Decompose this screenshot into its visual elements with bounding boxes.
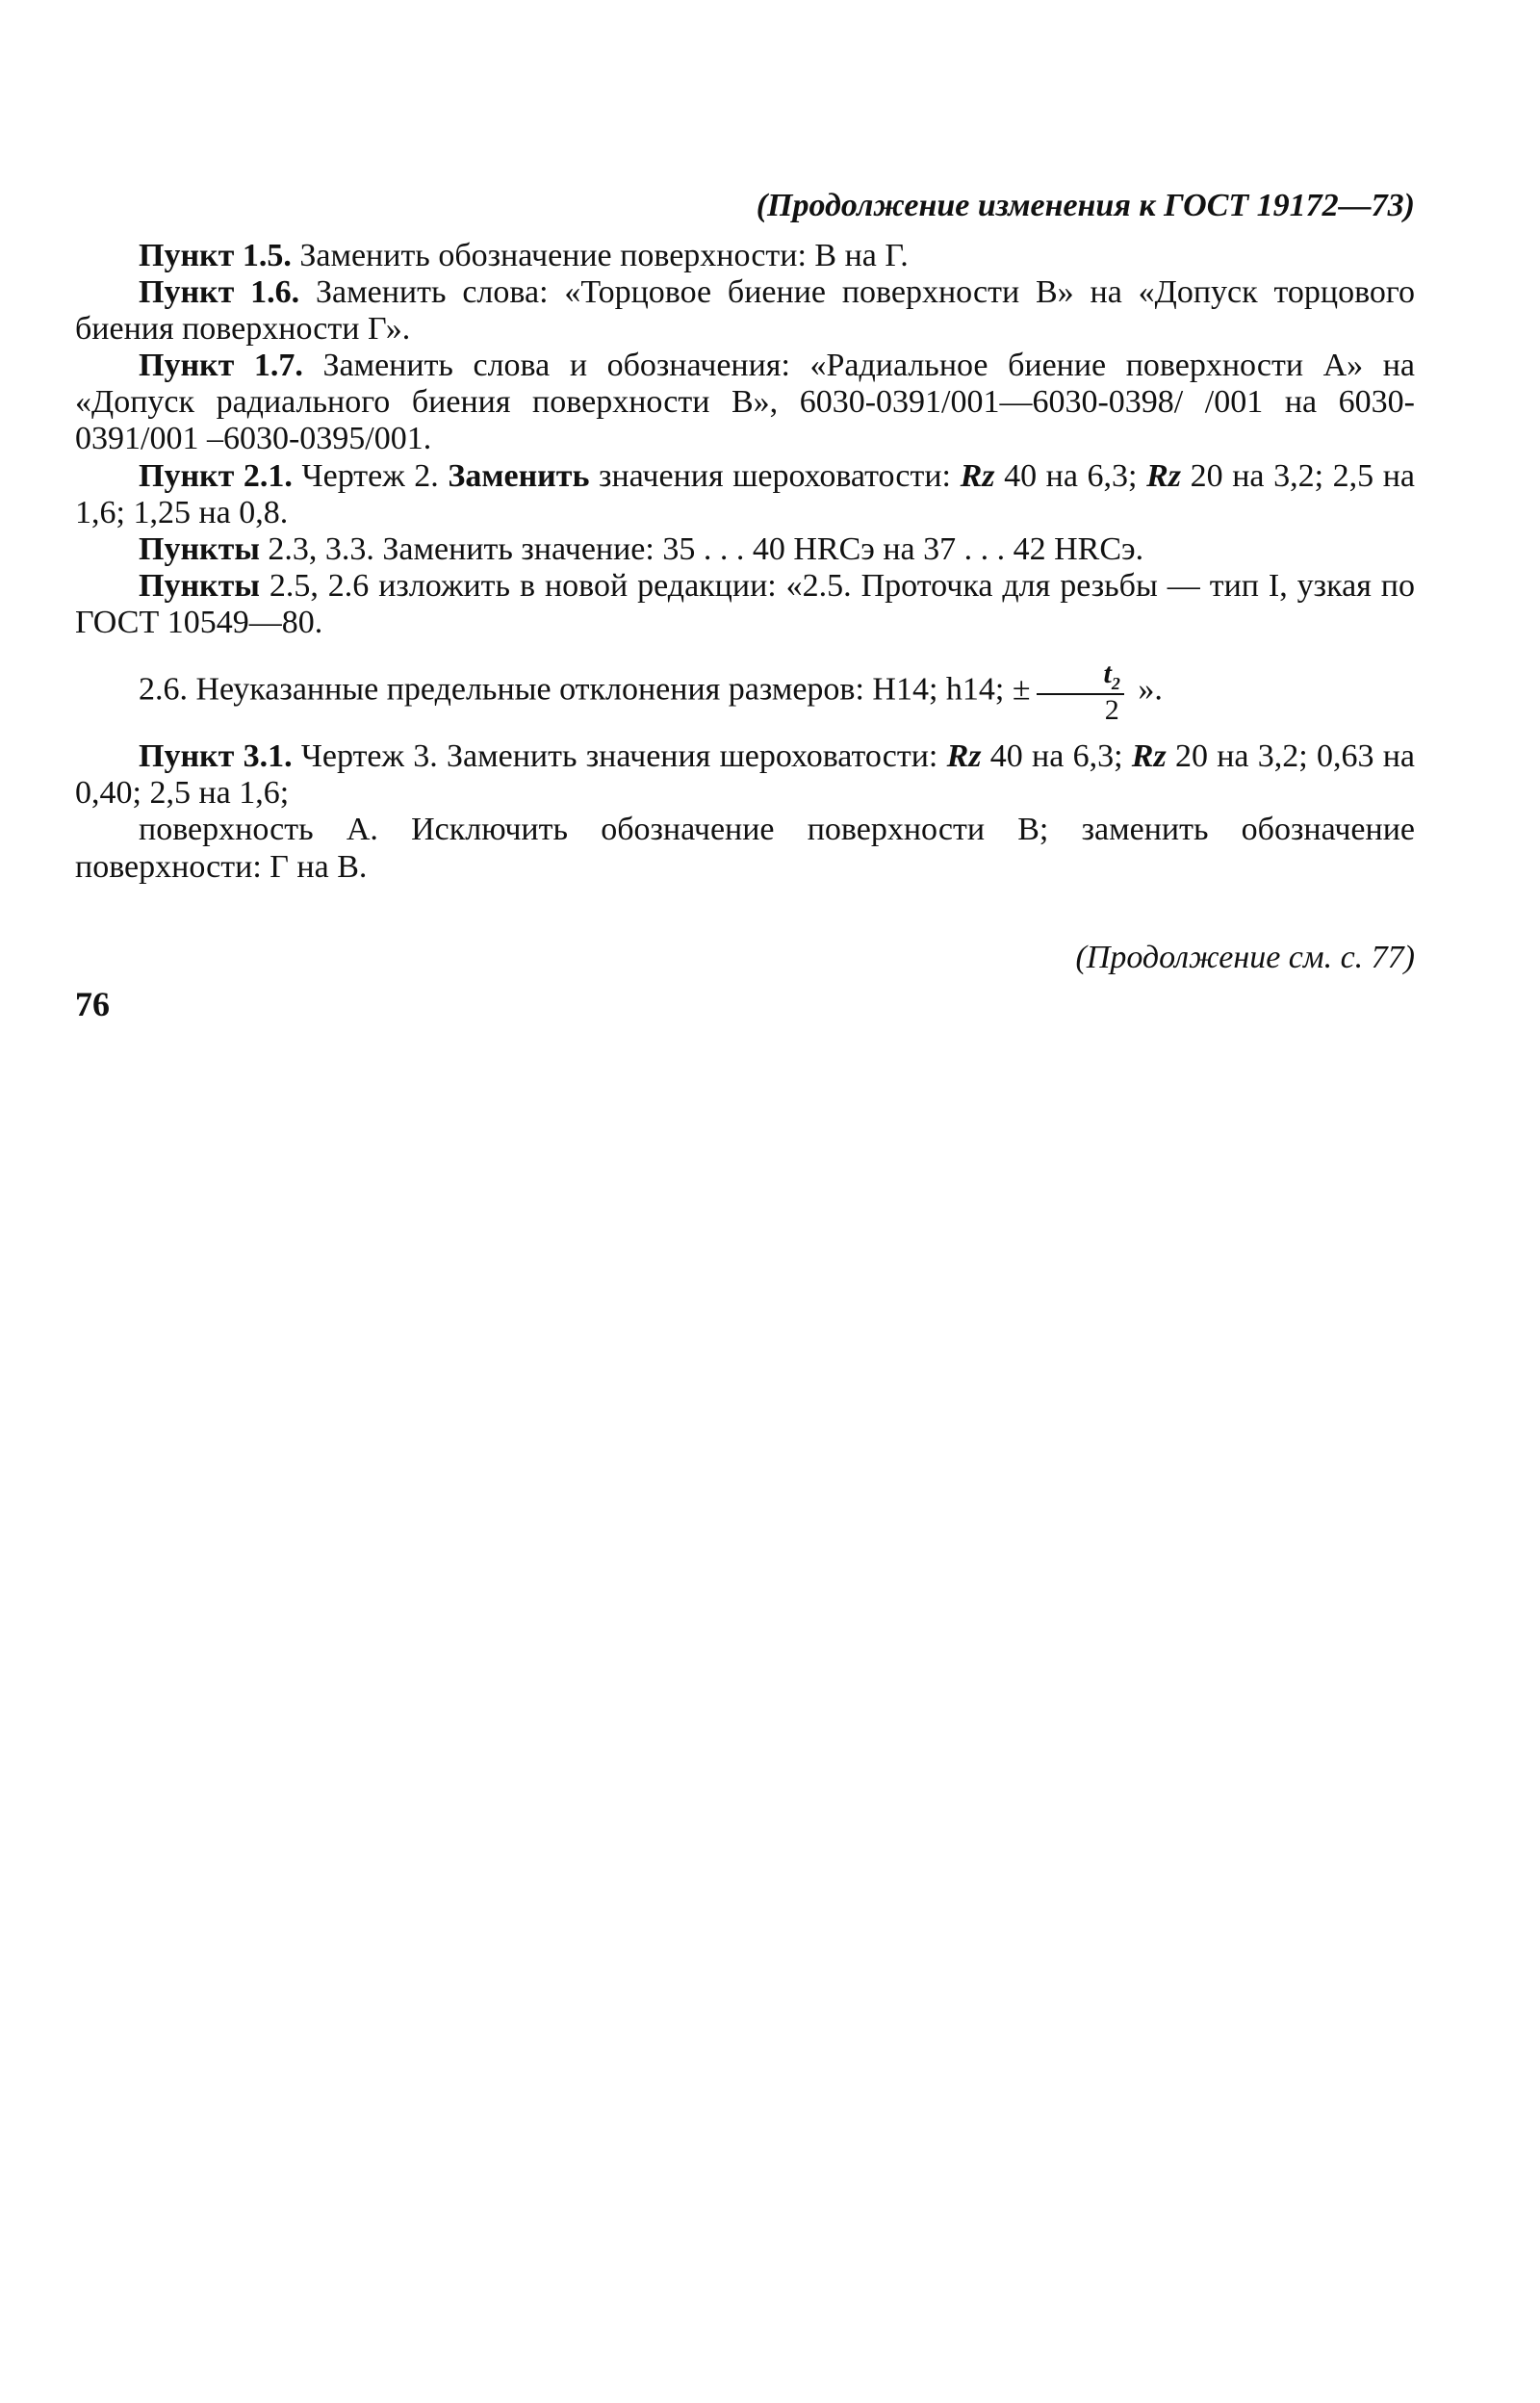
- item-lead: Пункт 3.1.: [139, 738, 293, 775]
- fraction-denominator: 2: [1104, 693, 1119, 726]
- item-text: 2.3, 3.3. Заменить значение: 35 . . . 40 HRCэ на 37 . . . 42 HRCэ.: [259, 530, 1144, 567]
- item-lead: Пункты: [139, 567, 260, 604]
- document-page: [75, 188, 1415, 976]
- item-text: Заменить слова и обозначения: «Радиальное биение поверхности А» на «Допуск радиального биения поверхности В», 6030-0391/001—6030-0398/ /001 на 6030-0391/001 –6030-0395/001.: [75, 348, 1415, 457]
- fraction: [1037, 659, 1124, 725]
- item-text: 2.5, 2.6 изложить в новой редакции: «2.5. Проточка для резьбы — тип I, узкая по ГОСТ 10549—80.: [75, 567, 1415, 640]
- paragraph-item-2-1: [75, 458, 1415, 531]
- item-lead: Пункт 1.7.: [139, 348, 303, 384]
- item-text: 2.6. Неуказанные предельные отклонения размеров: H14; h14; ±: [139, 671, 1031, 708]
- item-text: значения шероховатости:: [589, 457, 961, 494]
- item-lead: Пункт 1.5.: [139, 238, 292, 274]
- paragraph-surface: [75, 812, 1415, 885]
- paragraph-item-1-7: [75, 348, 1415, 457]
- paragraph-item-3-1: [75, 738, 1415, 812]
- roughness-symbol: Rz: [1131, 738, 1167, 775]
- item-lead: Пункт 2.1.: [139, 457, 293, 494]
- item-lead: Пункты: [139, 530, 260, 567]
- fraction-numerator: $t_2$: [1037, 659, 1124, 695]
- continuation-footer: (Продолжение см. с. 77): [1075, 939, 1415, 975]
- roughness-symbol: Rz: [1146, 457, 1182, 494]
- item-text: Чертеж 3. Заменить значения шероховатости:: [292, 738, 947, 775]
- item-text: 20 на 3,2; 0,63 на 0,40; 2,5 на 1,6;: [75, 738, 1415, 812]
- item-text: Заменить слова: «Торцовое биение поверхности В» на «Допуск торцового биения поверхности Г».: [75, 274, 1415, 348]
- item-text-emphasis: Заменить: [448, 457, 590, 494]
- paragraph-item-1-6: [75, 274, 1415, 348]
- paragraph-2-6: [75, 659, 1415, 725]
- item-text: 20 на 3,2; 2,5 на 1,6; 1,25 на 0,8.: [75, 457, 1415, 530]
- paragraph-items-2-3-3-3: [75, 531, 1415, 568]
- item-text: поверхность А. Исключить обозначение поверхности В; заменить обозначение поверхности: Г на В.: [75, 812, 1415, 885]
- page-number: 76: [75, 985, 110, 1023]
- item-text: 40 на 6,3;: [981, 738, 1132, 775]
- item-text: Заменить обозначение поверхности: В на Г.: [291, 238, 909, 274]
- item-lead: Пункт 1.6.: [139, 274, 300, 311]
- roughness-symbol: Rz: [946, 738, 982, 775]
- continuation-header: (Продолжение изменения к ГОСТ 19172—73): [756, 188, 1415, 223]
- item-text: 40 на 6,3;: [994, 457, 1147, 494]
- roughness-symbol: Rz: [960, 457, 995, 494]
- item-text-tail: ».: [1129, 671, 1163, 708]
- paragraph-items-2-5-2-6: [75, 568, 1415, 641]
- item-text: Чертеж 2.: [292, 457, 449, 494]
- paragraph-item-1-5: [75, 238, 1415, 274]
